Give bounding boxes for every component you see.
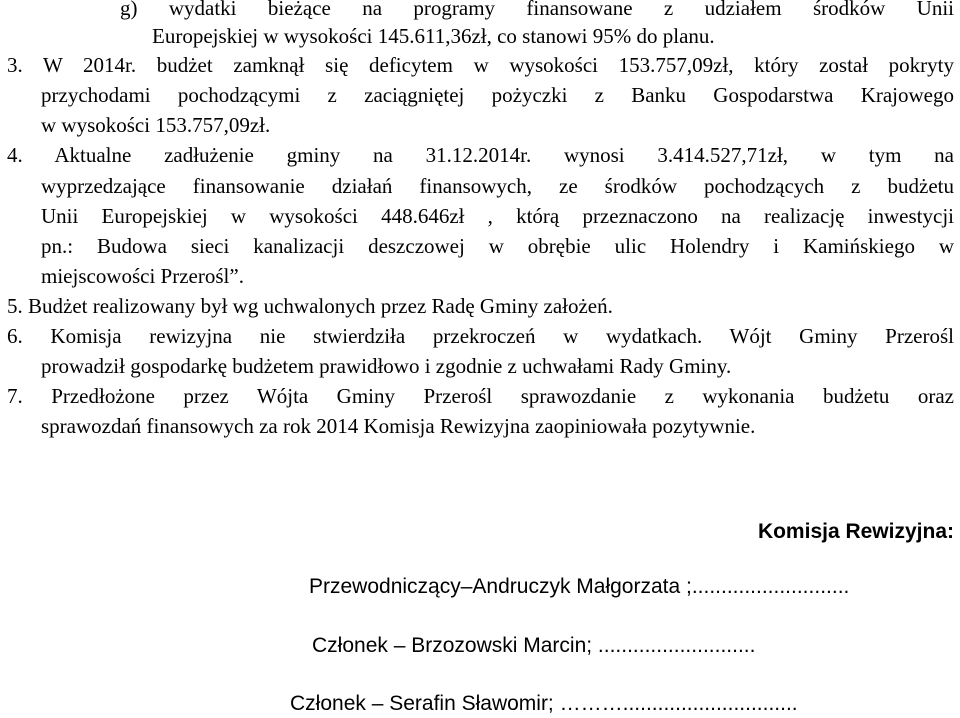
- item-3-line-3: w wysokości 153.757,09zł.: [41, 113, 271, 137]
- item-5-line-1: 5. Budżet realizowany był wg uchwalonych przez Radę Gminy założeń.: [7, 294, 613, 318]
- item-g-line-1: g) wydatki bieżące na programy finansowane z udziałem środków Unii: [120, 0, 954, 20]
- item-4-line-4: pn.: Budowa sieci kanalizacji deszczowej w obrębie ulic Holendry i Kamińskiego w: [41, 234, 954, 258]
- item-7-line-1: 7. Przedłożone przez Wójta Gminy Przerośl sprawozdanie z wykonania budżetu oraz: [7, 384, 954, 408]
- item-6-line-2: prowadził gospodarkę budżetem prawidłowo i zgodnie z uchwałami Rady Gminy.: [41, 354, 732, 378]
- item-7-line-2: sprawozdań finansowych za rok 2014 Komisja Rewizyjna zaopiniowała pozytywnie.: [41, 414, 756, 438]
- item-4-line-2: wyprzedzające finansowanie działań finansowych, ze środków pochodzących z budżetu: [41, 174, 954, 198]
- item-4-line-3: Unii Europejskiej w wysokości 448.646zł , którą przeznaczono na realizację inwestycji: [41, 204, 954, 228]
- item-4-line-5: miejscowości Przerośl”.: [41, 264, 244, 288]
- commission-heading: Komisja Rewizyjna:: [757, 520, 954, 543]
- signature-chair: Przewodniczący–Andruczyk Małgorzata ;...........................: [309, 575, 850, 598]
- signature-member-2: Członek – Serafin Sławomir; ………..............................: [290, 692, 798, 715]
- item-4-line-1: 4. Aktualne zadłużenie gminy na 31.12.2014r. wynosi 3.414.527,71zł, w tym na: [7, 143, 954, 167]
- item-3-line-2: przychodami pochodzącymi z zaciągniętej pożyczki z Banku Gospodarstwa Krajowego: [41, 83, 954, 107]
- signature-member-1: Członek – Brzozowski Marcin; ...........................: [312, 634, 756, 657]
- item-6-line-1: 6. Komisja rewizyjna nie stwierdziła przekroczeń w wydatkach. Wójt Gminy Przerośl: [7, 324, 954, 348]
- item-3-line-1: 3. W 2014r. budżet zamknął się deficytem w wysokości 153.757,09zł, który został pokryty: [7, 53, 954, 77]
- item-g-line-2: Europejskiej w wysokości 145.611,36zł, co stanowi 95% do planu.: [152, 24, 715, 48]
